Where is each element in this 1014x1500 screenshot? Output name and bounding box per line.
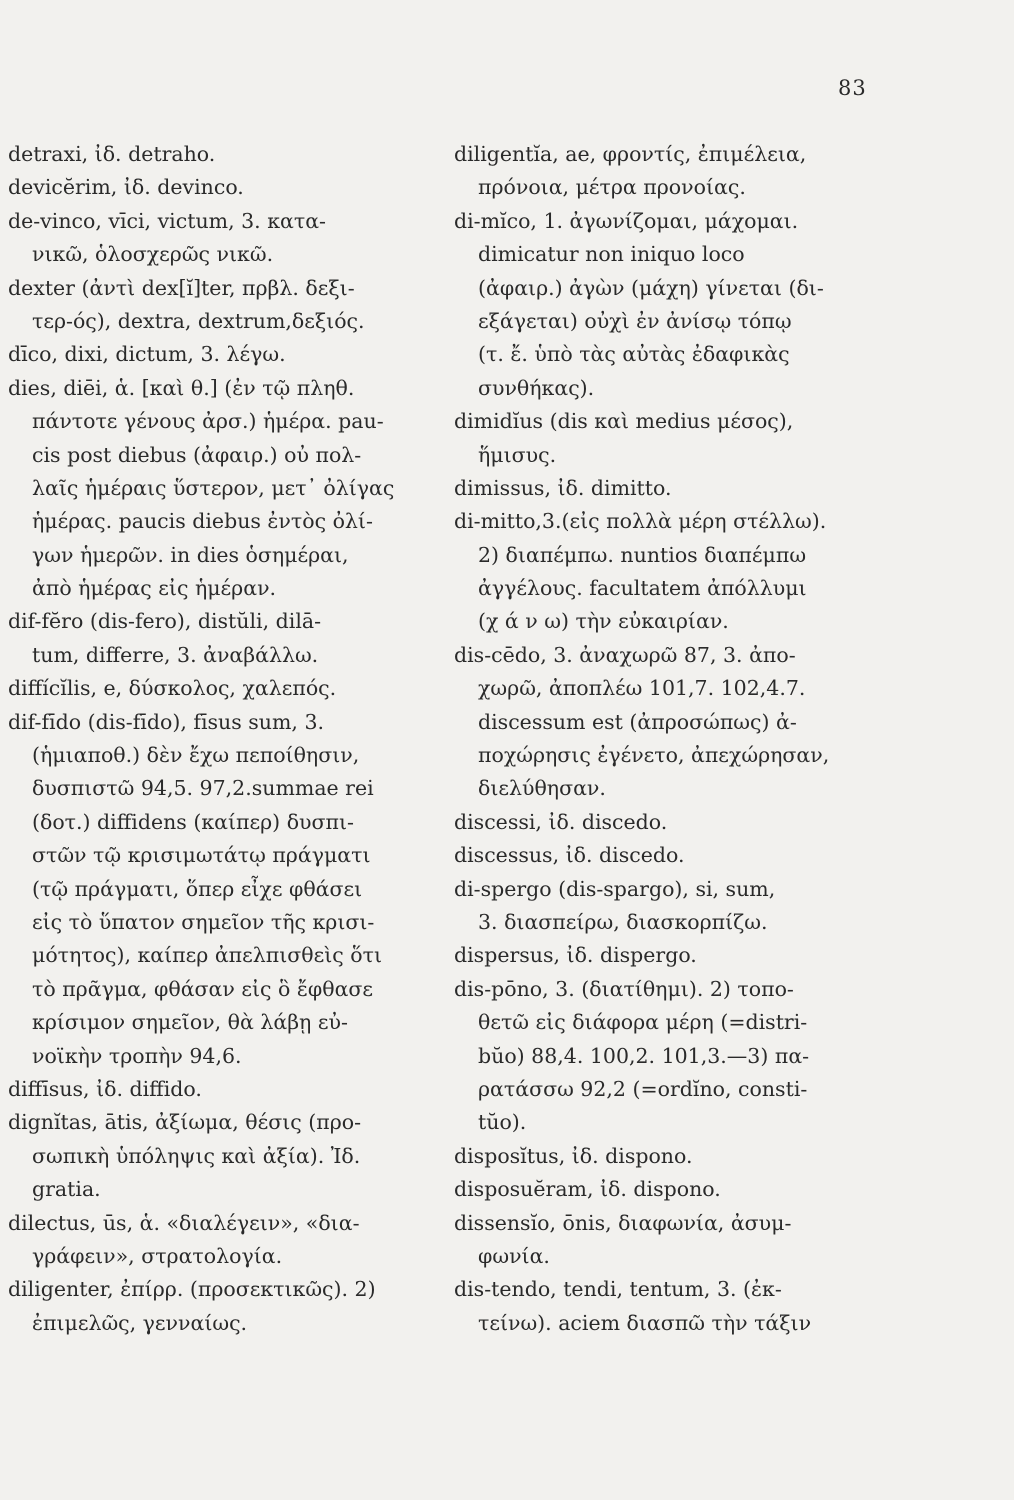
text-line: diligentĭa, ae, φροντίς, ἐπιμέλεια, bbox=[454, 142, 807, 166]
text-line: bŭo) 88,4. 100,2. 101,3.—3) πα- bbox=[478, 1043, 810, 1068]
text-line: disposĭtus, ἰδ. dispono. bbox=[454, 1143, 693, 1168]
text-line: εξάγεται) οὐχὶ ἐν ἀνίσῳ τόπῳ bbox=[478, 308, 792, 333]
text-line: diligenter, ἐπίρρ. (προσεκτικῶς). 2) bbox=[8, 1277, 376, 1302]
text-line: tŭo). bbox=[478, 1110, 527, 1135]
text-line: διελύθησαν. bbox=[478, 776, 606, 801]
text-line: νικῶ, ὁλοσχερῶς νικῶ. bbox=[32, 242, 274, 267]
text-line: discessus, ἰδ. discedo. bbox=[454, 843, 685, 868]
text-line: 3. διασπείρω, διασκορπίζω. bbox=[478, 909, 768, 934]
text-line: dis-tendo, tendi, tentum, 3. (ἐκ- bbox=[454, 1277, 782, 1302]
text-line: εἰς τὸ ὕπατον σημεῖον τῆς κρισι- bbox=[32, 909, 375, 934]
text-line: 2) διαπέμπω. nuntios διαπέμπω bbox=[478, 542, 807, 567]
text-line: de-vinco, vīci, victum, 3. κατα- bbox=[8, 208, 326, 233]
text-line: di-spergo (dis-spargo), si, sum, bbox=[454, 876, 776, 901]
text-line: dif-fīdo (dis-fīdo), fīsus sum, 3. bbox=[8, 709, 325, 734]
text-line: δυσπιστῶ 94,5. 97,2.summae rei bbox=[32, 776, 374, 801]
left-column bbox=[8, 138, 428, 1340]
text-line: στῶν τῷ κρισιμωτάτῳ πράγματι bbox=[32, 843, 371, 868]
text-line: ρατάσσω 92,2 (=ordĭno, consti- bbox=[478, 1076, 808, 1101]
text-line: τείνω). aciem διασπῶ τὴν τάξιν bbox=[478, 1310, 812, 1335]
text-line: χωρῶ, ἀποπλέω 101,7. 102,4.7. bbox=[478, 676, 806, 701]
text-line: (χ ά ν ω) τὴν εὐκαιρίαν. bbox=[478, 609, 729, 634]
text-line: dexter (ἀντὶ dex[ĭ]ter, πρβλ. δεξι- bbox=[8, 275, 355, 300]
text-line: συνθήκας). bbox=[478, 375, 595, 400]
text-line: dies, diēi, ἁ. [καὶ θ.] (ἐν τῷ πληθ. bbox=[8, 375, 355, 400]
text-line: dis-cēdo, 3. ἀναχωρῶ 87, 3. ἀπο- bbox=[454, 642, 796, 667]
text-line: φωνία. bbox=[478, 1243, 550, 1268]
text-line: dimidĭus (dis καὶ medius μέσος), bbox=[454, 409, 794, 434]
text-line: di-mitto,3.(εἰς πολλὰ μέρη στέλλω). bbox=[454, 509, 827, 534]
text-line: dif-fĕro (dis-fero), distŭli, dilā- bbox=[8, 609, 322, 634]
text-line: (τ. ἔ. ὑπὸ τὰς αὐτὰς ἐδαφικὰς bbox=[478, 342, 790, 367]
text-line: λαῖς ἡμέραις ὕστερον, μετ᾽ ὀλίγας bbox=[32, 475, 395, 500]
text-line: (ἀφαιρ.) ἀγὼν (μάχη) γίνεται (δι- bbox=[478, 275, 824, 300]
text-line: gratia. bbox=[32, 1177, 101, 1202]
text-line: diffícĭlis, e, δύσκολος, χαλεπός. bbox=[8, 676, 337, 701]
text-line: disposuĕram, ἰδ. dispono. bbox=[454, 1177, 721, 1202]
text-line: dispersus, ἰδ. dispergo. bbox=[454, 943, 697, 968]
text-line: (τῷ πράγματι, ὅπερ εἶχε φθάσει bbox=[32, 876, 363, 901]
text-line: γων ἡμερῶν. in dies ὁσημέραι, bbox=[32, 542, 349, 567]
text-line: γράφειν», στρατολογία. bbox=[32, 1243, 283, 1268]
right-column bbox=[454, 138, 874, 1340]
text-line: τὸ πρᾶγμα, φθάσαν εἰς ὃ ἔφθασε bbox=[32, 976, 374, 1001]
text-line: (δοτ.) diffidens (καίπερ) δυσπι- bbox=[32, 809, 354, 834]
text-line: di-mĭco, 1. ἀγωνίζομαι, μάχομαι. bbox=[454, 208, 799, 233]
text-line: discessum est (ἀπροσώπως) ἀ- bbox=[478, 709, 797, 734]
text-line: dilectus, ūs, ἁ. «διαλέγειν», «δια- bbox=[8, 1210, 360, 1235]
text-line: ἡμέρας. paucis diebus ἐντὸς ὀλί- bbox=[32, 509, 373, 534]
text-line: σωπικὴ ὑπόληψις καὶ ἀξία). Ἰδ. bbox=[32, 1143, 361, 1168]
text-line: cis post diebus (ἀφαιρ.) οὐ πολ- bbox=[32, 442, 362, 467]
text-line: θετῶ εἰς διάφορα μέρη (=distri- bbox=[478, 1010, 808, 1035]
text-line: τερ-ός), dextra, dextrum,δεξιός. bbox=[32, 308, 365, 333]
text-line: dīco, dixi, dictum, 3. λέγω. bbox=[8, 342, 286, 367]
text-line: ποχώρησις ἐγένετο, ἀπεχώρησαν, bbox=[478, 743, 830, 768]
text-line: ἥμισυς. bbox=[478, 442, 557, 467]
text-line: ἀπὸ ἡμέρας εἰς ἡμέραν. bbox=[32, 576, 277, 601]
text-line: diffīsus, ἰδ. diffido. bbox=[8, 1076, 202, 1101]
text-line: κρίσιμον σημεῖον, θὰ λάβῃ εὐ- bbox=[32, 1010, 348, 1035]
text-line: (ἡμιαποθ.) δὲν ἔχω πεποίθησιν, bbox=[32, 743, 360, 768]
text-line: detraxi, ἰδ. detraho. bbox=[8, 142, 216, 166]
text-line: νοϊκὴν τροπὴν 94,6. bbox=[32, 1043, 242, 1068]
text-line: ἀγγέλους. facultatem ἀπόλλυμι bbox=[478, 576, 807, 601]
text-line: dissensĭo, ōnis, διαφωνία, ἀσυμ- bbox=[454, 1210, 792, 1235]
text-line: discessi, ἰδ. discedo. bbox=[454, 809, 668, 834]
text-line: dimicatur non iniquo loco bbox=[478, 242, 745, 267]
text-line: dignĭtas, ātis, ἀξίωμα, θέσις (προ- bbox=[8, 1110, 362, 1135]
text-line: devicĕrim, ἰδ. devinco. bbox=[8, 175, 244, 200]
text-line: dis-pōno, 3. (διατίθημι). 2) τοπο- bbox=[454, 976, 794, 1001]
page-number: 83 bbox=[838, 76, 867, 100]
text-line: πρόνοια, μέτρα προνοίας. bbox=[478, 175, 746, 200]
text-line: πάντοτε γένους ἀρσ.) ἡμέρα. pau- bbox=[32, 409, 384, 434]
text-line: μότητος), καίπερ ἀπελπισθεὶς ὅτι bbox=[32, 943, 382, 968]
text-line: tum, differre, 3. ἀναβάλλω. bbox=[32, 642, 319, 667]
text-line: ἐπιμελῶς, γενναίως. bbox=[32, 1310, 248, 1335]
text-line: dimissus, ἰδ. dimitto. bbox=[454, 475, 672, 500]
